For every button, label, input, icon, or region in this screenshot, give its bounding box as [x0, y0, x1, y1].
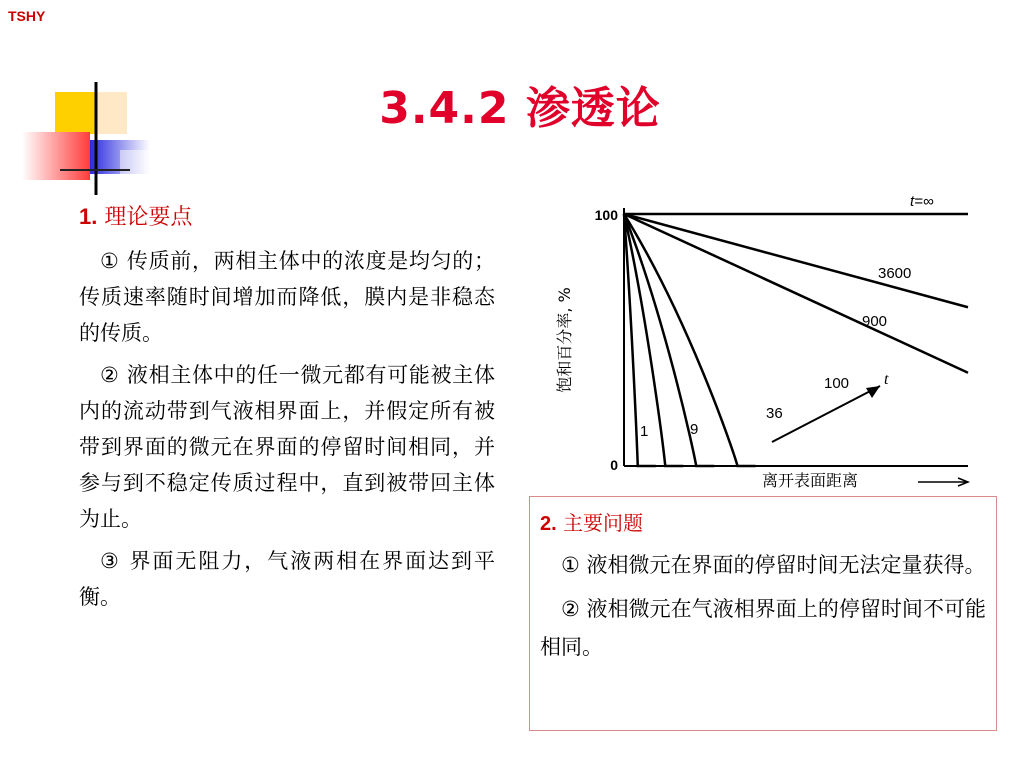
- chart-svg: [540, 180, 980, 500]
- series-label: 9: [690, 421, 699, 438]
- page-title: 3.4.2 渗透论: [379, 83, 661, 134]
- theory-points-section: [79, 200, 495, 621]
- section-title: 理论要点: [104, 205, 193, 230]
- y-axis-label: 饱和百分率, %: [555, 287, 574, 393]
- series-label: 3600: [878, 265, 912, 282]
- main-issues-box: [529, 496, 997, 731]
- brand-logo-text: TSHY: [8, 8, 46, 24]
- series-line-36: [624, 214, 714, 466]
- series-label: 900: [862, 313, 888, 330]
- point-item: ① 传质前，两相主体中的浓度是均匀的；传质速率随时间增加而降低，膜内是非稳态的传质。: [79, 249, 495, 345]
- issue-item: ② 液相微元在气液相界面上的停留时间不可能相同。: [540, 597, 986, 659]
- y-tick-100: 100: [594, 207, 618, 223]
- x-axis-arrow: [918, 478, 968, 486]
- section-title: 主要问题: [563, 511, 644, 535]
- section-number: 1.: [79, 204, 98, 229]
- time-arrow-label: t: [884, 371, 889, 388]
- section-number: 2.: [540, 513, 557, 535]
- series-label: 36: [766, 405, 783, 422]
- series-label: 1: [640, 423, 649, 440]
- series-label: t=∞: [910, 193, 934, 210]
- x-axis-label: 离开表面距离: [761, 471, 859, 490]
- point-item: ② 液相主体中的任一微元都有可能被主体内的流动带到气液相界面上，并假定所有被带到界面的微元在界面的停留时间相同，并参与到不稳定传质过程中，直到被带回主体为止。: [79, 363, 495, 531]
- section-heading: [79, 200, 495, 231]
- issue-item: ① 液相微元在界面的停留时间无法定量获得。: [561, 553, 986, 577]
- penetration-chart: [540, 180, 980, 500]
- y-tick-0: 0: [610, 457, 618, 473]
- time-arrow: [772, 386, 880, 442]
- series-label: 100: [824, 375, 850, 392]
- section-heading: [540, 507, 986, 536]
- point-item: ③ 界面无阻力，气液两相在界面达到平衡。: [79, 549, 495, 609]
